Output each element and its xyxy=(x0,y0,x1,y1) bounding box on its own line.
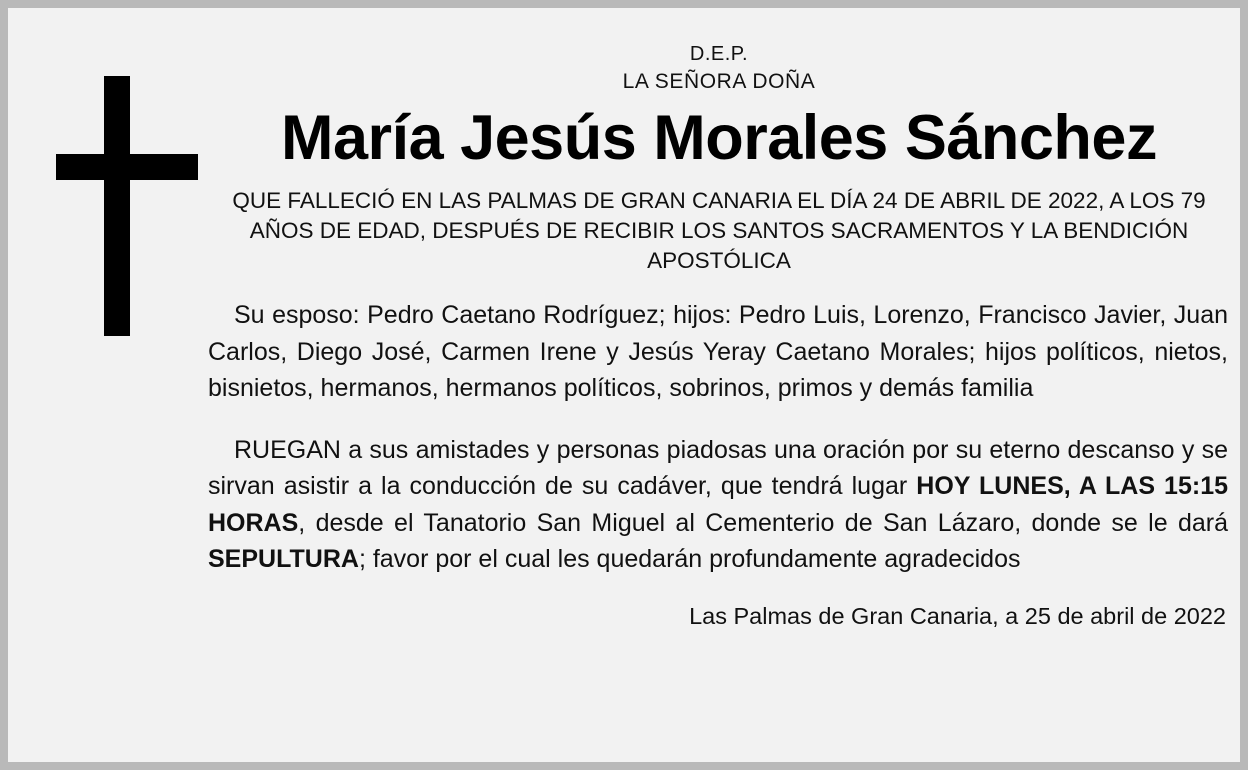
funeral-time-highlight: HOY LUNES, A LAS 15:15 HORAS xyxy=(208,472,1228,537)
salutation-label: LA SEÑORA DOÑA xyxy=(622,70,816,94)
burial-highlight: SEPULTURA xyxy=(208,544,359,573)
request-paragraph xyxy=(208,432,1230,577)
request-text-part1: RUEGAN a sus amistades y personas piadosas una oración por su eterno descanso y se sirvan asistir a la conducción de su cadáver, que tendrá lugar xyxy=(208,436,1228,501)
death-details: QUE FALLECIÓ EN LAS PALMAS DE GRAN CANARIA EL DÍA 24 DE ABRIL DE 2022, A LOS 79 AÑOS DE EDAD, DESPUÉS DE RECIBIR LOS SANTOS SACRAMENTOS Y LA BENDICIÓN APOSTÓLICA xyxy=(232,187,1206,273)
cross-vertical-bar xyxy=(104,76,130,336)
request-text-part3: ; favor por el cual les quedarán profundamente agradecidos xyxy=(358,544,1021,573)
place-and-date: Las Palmas de Gran Canaria, a 25 de abril de 2022 xyxy=(689,603,1226,630)
dep-label: D.E.P. xyxy=(689,43,749,65)
request-text-part2: , desde el Tanatorio San Miguel al Cementerio de San Lázaro, donde se le dará xyxy=(298,508,1228,537)
family-paragraph: Su esposo: Pedro Caetano Rodríguez; hijos: Pedro Luis, Lorenzo, Francisco Javier, Juan Carlos, Diego José, Carmen Irene y Jesús Yeray Caetano Morales; hijos políticos, nietos, bisnietos, hermanos, hermanos políticos, sobrinos, primos y demás familia xyxy=(208,301,1228,402)
cross-icon xyxy=(26,46,206,316)
notice-content xyxy=(208,42,1230,630)
obituary-notice xyxy=(8,8,1240,762)
deceased-name: María Jesús Morales Sánchez xyxy=(281,102,1157,173)
cross-horizontal-bar xyxy=(56,154,198,180)
